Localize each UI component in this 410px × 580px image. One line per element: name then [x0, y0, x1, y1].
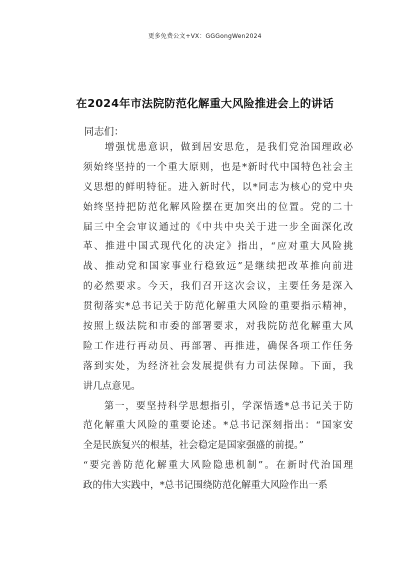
salutation: 同志们：	[84, 127, 124, 138]
body-line: 按照上级法院和市委的部署要求，对我院防范化解重大风	[83, 321, 353, 333]
document-title: 在2024年市法院防范化解重大风险推进会上的讲话	[76, 97, 334, 110]
promo-banner: 更多免费公文+VX：GGGongWen2024	[148, 33, 262, 40]
body-line: 的必然要求。今天，我们召开这次会议，主要任务是深入	[83, 281, 353, 293]
body-line: “要完善防范化解重大风险隐患机制”。在新时代治国理	[83, 460, 353, 472]
body-line: 革、推进中国式现代化的决定》指出，“应对重大风险挑	[83, 241, 353, 253]
body-line: 第一，要坚持科学思想指引，学深悟透*总书记关于防	[83, 400, 353, 412]
body-line: 义思想的鲜明特征。进入新时代，以*同志为核心的党中央	[83, 181, 353, 193]
body-line: 险工作进行再动员、再部署、再推进，确保各项工作任务	[83, 340, 353, 352]
body-line: 讲几点意见。	[83, 380, 141, 392]
body-line: 须始终坚持的一个重大原则，也是*新时代中国特色社会主	[83, 161, 353, 173]
body-line: 政的伟大实践中，*总书记围绕防范化解重大风险作出一系	[83, 480, 328, 492]
body-line: 贯彻落实*总书记关于防范化解重大风险的重要指示精神，	[83, 301, 353, 313]
body-line: 落到实处，为经济社会发展提供有力司法保障。下面，我	[83, 360, 353, 372]
document-body	[83, 138, 353, 496]
body-line: 全是民族复兴的根基，社会稳定是国家强盛的前提。”	[83, 440, 304, 452]
body-line: 范化解重大风险的重要论述。*总书记深刻指出：“国家安	[83, 420, 353, 432]
body-line: 届三中全会审议通过的《中共中央关于进一步全面深化改	[83, 221, 353, 233]
body-line: 战、推动党和国家事业行稳致远”是继续把改革推向前进	[83, 261, 353, 273]
body-line: 始终坚持把防范化解风险摆在更加突出的位置。党的二十	[83, 201, 353, 213]
body-line: 增强忧患意识，做到居安思危，是我们党治国理政必	[83, 142, 353, 153]
